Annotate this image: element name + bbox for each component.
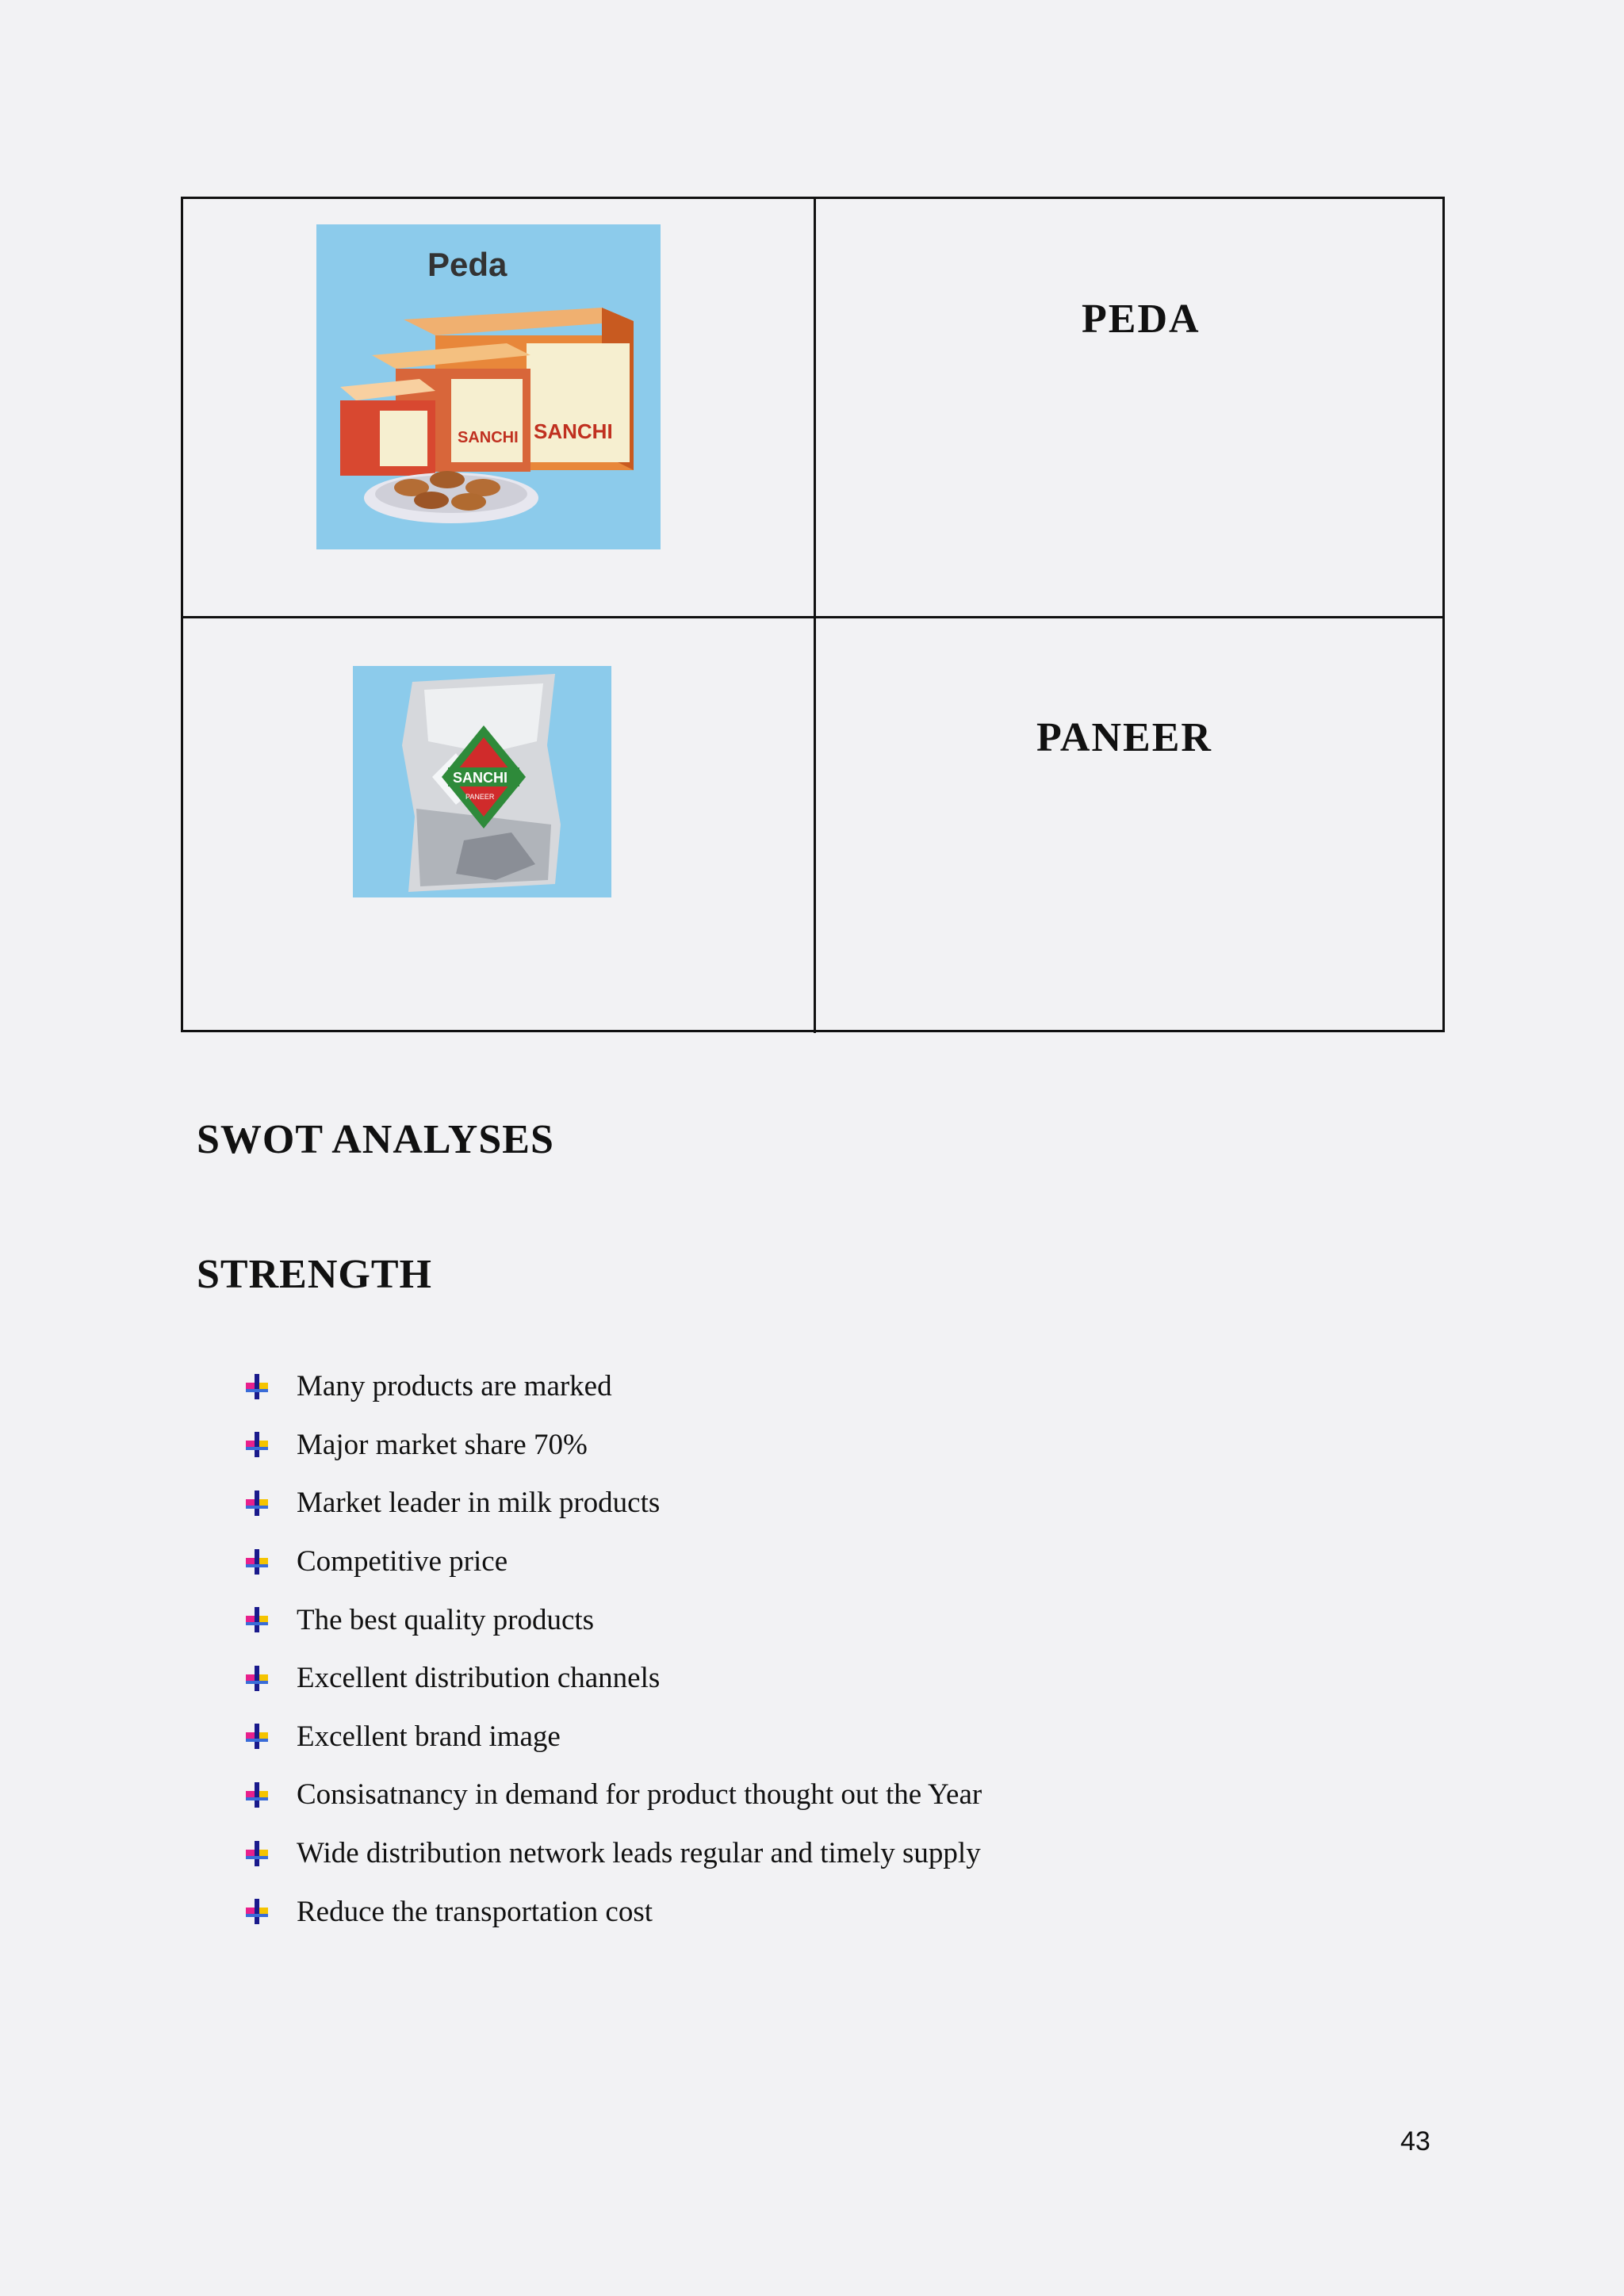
- product-label-peda: PEDA: [1082, 297, 1201, 342]
- svg-text:SANCHI: SANCHI: [534, 419, 613, 443]
- swot-heading: SWOT ANALYSES: [197, 1117, 554, 1162]
- strength-list: [243, 1357, 982, 1941]
- list-item: [243, 1708, 982, 1766]
- four-color-cross-bullet-icon: [243, 1548, 271, 1576]
- svg-text:SANCHI: SANCHI: [458, 429, 519, 446]
- column-divider: [814, 616, 816, 1033]
- product-table: [181, 197, 1445, 1032]
- paneer-product-image: [353, 666, 611, 897]
- strength-item-text: Market leader in milk products: [297, 1487, 661, 1520]
- strength-item-text: Excellent distribution channels: [297, 1662, 661, 1695]
- column-divider: [814, 199, 816, 616]
- list-item: [243, 1416, 982, 1475]
- list-item: [243, 1882, 982, 1941]
- table-row-paneer: [183, 616, 1442, 1033]
- list-item: [243, 1357, 982, 1416]
- strength-item-text: Reduce the transportation cost: [297, 1895, 653, 1928]
- table-row-peda: [183, 199, 1442, 618]
- four-color-cross-bullet-icon: [243, 1722, 271, 1751]
- list-item: [243, 1649, 982, 1708]
- four-color-cross-bullet-icon: [243, 1372, 271, 1401]
- four-color-cross-bullet-icon: [243, 1781, 271, 1809]
- strength-item-text: Wide distribution network leads regular and timely supply: [297, 1837, 981, 1870]
- strength-item-text: Excellent brand image: [297, 1720, 561, 1753]
- list-item: [243, 1590, 982, 1649]
- four-color-cross-bullet-icon: [243, 1489, 271, 1517]
- strength-item-text: Many products are marked: [297, 1370, 612, 1403]
- list-item: [243, 1474, 982, 1533]
- four-color-cross-bullet-icon: [243, 1605, 271, 1634]
- strength-item-text: Competitive price: [297, 1545, 508, 1578]
- strength-heading: STRENGTH: [197, 1252, 432, 1297]
- four-color-cross-bullet-icon: [243, 1664, 271, 1693]
- peda-product-image: [316, 224, 661, 549]
- product-label-paneer: PANEER: [1036, 715, 1212, 760]
- strength-item-text: Consisatnancy in demand for product thought out the Year: [297, 1778, 982, 1812]
- svg-text:PANEER: PANEER: [465, 793, 495, 801]
- strength-item-text: Major market share 70%: [297, 1428, 588, 1461]
- strength-item-text: The best quality products: [297, 1603, 595, 1636]
- svg-text:SANCHI: SANCHI: [453, 770, 508, 786]
- four-color-cross-bullet-icon: [243, 1897, 271, 1926]
- page-number: 43: [1400, 2126, 1431, 2156]
- list-item: [243, 1824, 982, 1883]
- peda-image-title: Peda: [427, 246, 508, 283]
- four-color-cross-bullet-icon: [243, 1430, 271, 1459]
- four-color-cross-bullet-icon: [243, 1839, 271, 1868]
- list-item: [243, 1766, 982, 1824]
- list-item: [243, 1533, 982, 1591]
